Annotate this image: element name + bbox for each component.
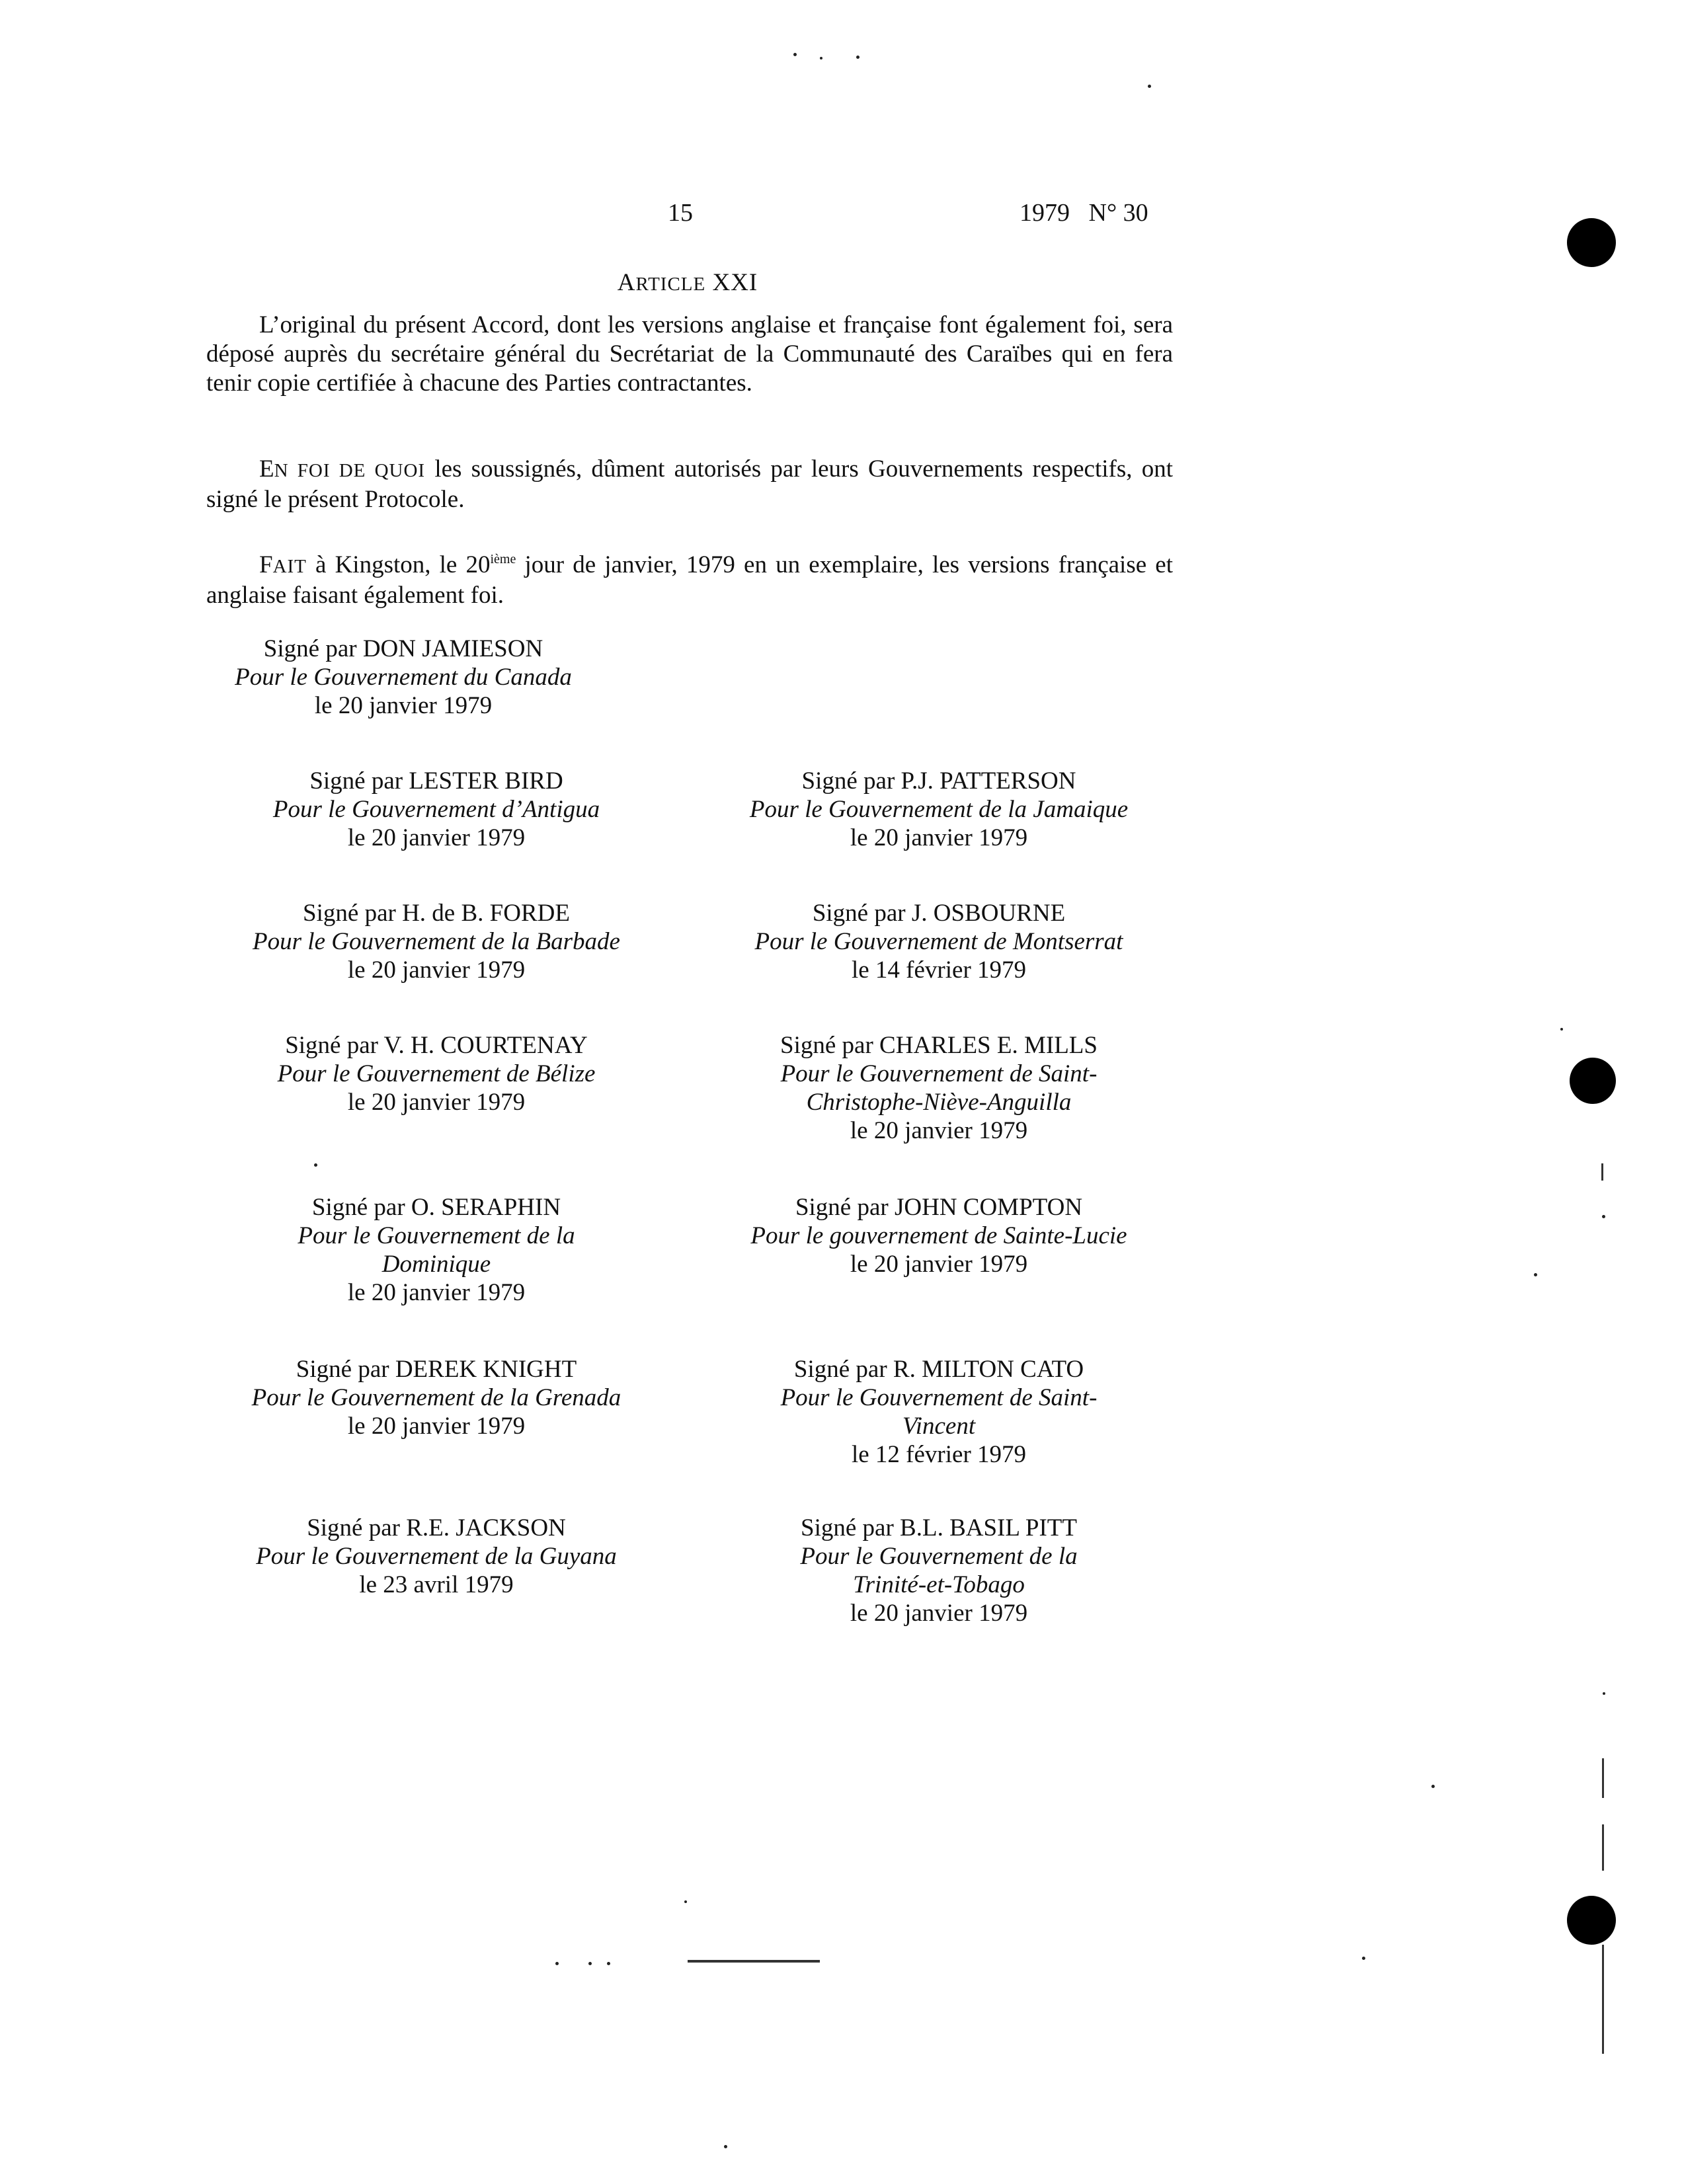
signatory-government: Pour le Gouvernement de Saint- bbox=[780, 1060, 1098, 1087]
article-body-text: L’original du présent Accord, dont les versions anglaise et française font également foi, sera déposé auprès du secrétaire général du Secrétariat de la Communauté des Caraïbes qui en fera tenir copie certifiée à chacune des Parties contractantes. bbox=[206, 311, 1173, 397]
signature-block-st-kitts bbox=[701, 1031, 1177, 1145]
signatory-government: Pour le Gouvernement de Montserrat bbox=[754, 928, 1123, 955]
treaty-number: N° 30 bbox=[1088, 199, 1148, 227]
signatory-government: Pour le Gouvernement de la Grenada bbox=[251, 1384, 621, 1411]
signature-block-trinidad bbox=[701, 1514, 1177, 1627]
signature-block-montserrat bbox=[701, 899, 1177, 984]
scan-line-mark bbox=[1602, 1758, 1604, 1798]
done-at-clause bbox=[206, 545, 1173, 610]
scan-speck bbox=[1602, 1215, 1605, 1218]
punch-hole-mark bbox=[1567, 218, 1616, 267]
scan-speck bbox=[314, 1163, 317, 1167]
signatory-name: Signé par LESTER BIRD bbox=[309, 767, 563, 795]
signatory-government: Pour le Gouvernement de la bbox=[800, 1543, 1078, 1570]
signature-date: le 23 avril 1979 bbox=[359, 1571, 514, 1598]
scan-line-mark bbox=[688, 1960, 820, 1963]
treaty-year: 1979 bbox=[1020, 199, 1070, 227]
article-heading-word: RTICLE bbox=[635, 274, 706, 295]
scan-speck bbox=[820, 57, 822, 59]
signature-block-antigua bbox=[198, 767, 674, 852]
signatory-government: Pour le Gouvernement du Canada bbox=[235, 664, 572, 691]
punch-hole-mark bbox=[1570, 1058, 1616, 1104]
scan-speck bbox=[1534, 1273, 1537, 1276]
signature-date: le 20 janvier 1979 bbox=[347, 1279, 526, 1306]
signature-date: le 12 février 1979 bbox=[851, 1441, 1027, 1468]
signatory-government-cont: Christophe-Niève-Anguilla bbox=[806, 1089, 1072, 1116]
signature-block-dominica bbox=[198, 1193, 674, 1307]
signature-date: le 20 janvier 1979 bbox=[347, 956, 526, 984]
signatory-government-cont: Trinité-et-Tobago bbox=[853, 1571, 1025, 1598]
scan-speck bbox=[856, 56, 860, 59]
scan-speck bbox=[1362, 1957, 1365, 1960]
signatory-name: Signé par B.L. BASIL PITT bbox=[801, 1514, 1077, 1541]
ordinal-superscript: ième bbox=[490, 552, 516, 566]
done-text-after: jour de janvier, 1979 en un exemplaire, les versions française et anglaise faisant également foi. bbox=[206, 551, 1173, 609]
signature-date: le 20 janvier 1979 bbox=[314, 692, 493, 719]
scan-line-mark bbox=[1602, 1945, 1604, 2054]
signatory-government: Pour le Gouvernement de la Barbade bbox=[253, 928, 620, 955]
article-numeral: XXI bbox=[712, 269, 758, 296]
signatory-government-cont: Vincent bbox=[902, 1413, 976, 1440]
signatory-name: Signé par H. de B. FORDE bbox=[303, 900, 570, 927]
scan-speck bbox=[607, 1962, 610, 1965]
signature-block-grenada bbox=[198, 1355, 674, 1440]
scan-speck bbox=[555, 1962, 559, 1965]
witness-lead: N FOI DE QUOI bbox=[274, 460, 426, 481]
scan-speck bbox=[1148, 85, 1151, 88]
signature-date: le 20 janvier 1979 bbox=[850, 1117, 1028, 1144]
punch-hole-mark bbox=[1567, 1896, 1616, 1945]
signature-date: le 20 janvier 1979 bbox=[347, 1089, 526, 1116]
scan-speck bbox=[1431, 1785, 1435, 1788]
signatory-name: Signé par P.J. PATTERSON bbox=[801, 767, 1076, 795]
signature-block-canada bbox=[195, 635, 612, 720]
signatory-government: Pour le Gouvernement d’Antigua bbox=[272, 796, 600, 823]
scan-line-mark bbox=[1601, 1163, 1603, 1181]
signatory-name: Signé par DON JAMIESON bbox=[263, 635, 543, 662]
signatory-name: Signé par R.E. JACKSON bbox=[307, 1514, 566, 1541]
signature-date: le 20 janvier 1979 bbox=[850, 824, 1028, 851]
signatory-government: Pour le Gouvernement de la Guyana bbox=[256, 1543, 617, 1570]
done-lead: AIT bbox=[272, 556, 307, 577]
signatory-name: Signé par J. OSBOURNE bbox=[812, 900, 1066, 927]
signature-date: le 20 janvier 1979 bbox=[850, 1600, 1028, 1627]
signature-block-belize bbox=[198, 1031, 674, 1116]
witness-text: les soussignés, dûment autorisés par leurs Gouvernements respectifs, ont signé le présent Protocole. bbox=[206, 455, 1173, 513]
signatory-name: Signé par R. MILTON CATO bbox=[793, 1356, 1084, 1383]
signatory-government-cont: Dominique bbox=[381, 1251, 491, 1278]
article-body bbox=[206, 311, 1173, 398]
signatory-name: Signé par DEREK KNIGHT bbox=[296, 1356, 577, 1383]
witness-clause bbox=[206, 455, 1173, 514]
signature-date: le 20 janvier 1979 bbox=[347, 824, 526, 851]
signatory-name: Signé par JOHN COMPTON bbox=[795, 1194, 1083, 1221]
treaty-reference bbox=[1020, 198, 1148, 227]
signatory-name: Signé par CHARLES E. MILLS bbox=[780, 1032, 1098, 1059]
signatory-government: Pour le Gouvernement de la Jamaique bbox=[749, 796, 1129, 823]
scan-line-mark bbox=[1602, 1824, 1604, 1871]
witness-lead-initial: E bbox=[259, 455, 274, 483]
signature-block-st-lucia bbox=[701, 1193, 1177, 1278]
scan-speck bbox=[1603, 1692, 1605, 1695]
done-text-before: à Kingston, le 20 bbox=[306, 551, 491, 578]
article-heading-initial: A bbox=[617, 269, 636, 296]
scan-speck bbox=[588, 1962, 592, 1965]
signature-date: le 14 février 1979 bbox=[851, 956, 1027, 984]
signatory-government: Pour le Gouvernement de Saint- bbox=[780, 1384, 1098, 1411]
article-heading bbox=[198, 268, 1177, 297]
signatory-government: Pour le Gouvernement de la bbox=[298, 1222, 575, 1249]
page-header bbox=[0, 198, 1682, 238]
signatory-name: Signé par V. H. COURTENAY bbox=[285, 1032, 588, 1059]
signatory-government: Pour le Gouvernement de Bélize bbox=[277, 1060, 596, 1087]
scan-speck bbox=[1560, 1028, 1563, 1031]
signatory-name: Signé par O. SERAPHIN bbox=[311, 1194, 561, 1221]
signature-block-st-vincent bbox=[701, 1355, 1177, 1469]
scan-speck bbox=[793, 53, 797, 56]
scan-speck bbox=[724, 2145, 727, 2148]
signature-block-barbados bbox=[198, 899, 674, 984]
signature-date: le 20 janvier 1979 bbox=[347, 1413, 526, 1440]
signature-block-guyana bbox=[198, 1514, 674, 1599]
page-number: 15 bbox=[668, 199, 693, 227]
done-lead-initial: F bbox=[259, 551, 273, 578]
signature-block-jamaica bbox=[701, 767, 1177, 852]
signature-date: le 20 janvier 1979 bbox=[850, 1251, 1028, 1278]
scan-speck bbox=[684, 1900, 687, 1903]
signatory-government: Pour le gouvernement de Sainte-Lucie bbox=[750, 1222, 1127, 1249]
